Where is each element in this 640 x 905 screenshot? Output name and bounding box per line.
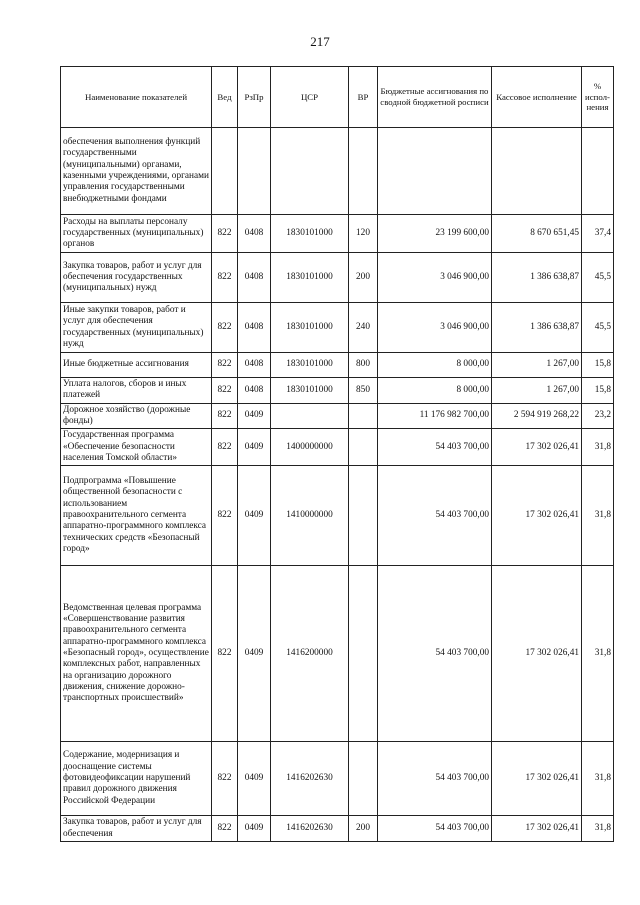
row-ved: 822 bbox=[212, 353, 238, 378]
row-plan: 8 000,00 bbox=[378, 378, 492, 404]
table-header-row bbox=[61, 67, 614, 128]
table-row bbox=[61, 816, 614, 842]
row-ved: 822 bbox=[212, 303, 238, 353]
row-plan: 54 403 700,00 bbox=[378, 566, 492, 742]
row-rzpr: 0409 bbox=[238, 742, 271, 816]
row-csr: 1830101000 bbox=[271, 353, 349, 378]
row-exec: 2 594 919 268,22 bbox=[492, 403, 582, 429]
row-vr: 120 bbox=[349, 215, 378, 253]
row-exec: 17 302 026,41 bbox=[492, 816, 582, 842]
row-exec: 17 302 026,41 bbox=[492, 429, 582, 466]
row-plan bbox=[378, 128, 492, 215]
header-rzpr: РзПр bbox=[238, 67, 271, 128]
row-vr: 200 bbox=[349, 816, 378, 842]
row-csr: 1830101000 bbox=[271, 378, 349, 404]
row-vr: 240 bbox=[349, 303, 378, 353]
header-cash-execution: Кассовое исполнение bbox=[492, 67, 582, 128]
row-csr bbox=[271, 128, 349, 215]
row-plan: 23 199 600,00 bbox=[378, 215, 492, 253]
table-row bbox=[61, 303, 614, 353]
row-ved: 822 bbox=[212, 429, 238, 466]
header-vr: ВР bbox=[349, 67, 378, 128]
row-rzpr: 0409 bbox=[238, 429, 271, 466]
row-name: Иные бюджетные ассигнования bbox=[61, 353, 212, 378]
row-pct: 31,8 bbox=[582, 742, 614, 816]
table-row bbox=[61, 128, 614, 215]
row-name: Государственная программа «Обеспечение безопасности населения Томской области» bbox=[61, 429, 212, 466]
row-exec: 1 267,00 bbox=[492, 378, 582, 404]
row-vr bbox=[349, 466, 378, 566]
row-name: Ведомственная целевая программа «Совершенствование развития правоохранительного сегмента аппаратно-программного комплекса «Безопасный город», осуществление комплексных работ, направленных на организацию дорожного движения, снижение дорожно-транспортных происшествий» bbox=[61, 566, 212, 742]
row-rzpr bbox=[238, 128, 271, 215]
row-rzpr: 0408 bbox=[238, 215, 271, 253]
row-pct bbox=[582, 128, 614, 215]
row-csr: 1830101000 bbox=[271, 303, 349, 353]
table-row bbox=[61, 466, 614, 566]
row-csr: 1830101000 bbox=[271, 253, 349, 303]
row-exec: 8 670 651,45 bbox=[492, 215, 582, 253]
row-plan: 11 176 982 700,00 bbox=[378, 403, 492, 429]
row-vr bbox=[349, 566, 378, 742]
row-pct: 15,8 bbox=[582, 378, 614, 404]
page-number: 217 bbox=[310, 34, 330, 49]
row-plan: 3 046 900,00 bbox=[378, 253, 492, 303]
row-ved: 822 bbox=[212, 566, 238, 742]
row-exec: 1 386 638,87 bbox=[492, 253, 582, 303]
row-vr: 800 bbox=[349, 353, 378, 378]
table-row bbox=[61, 403, 614, 429]
row-name: Закупка товаров, работ и услуг для обеспечения bbox=[61, 816, 212, 842]
row-pct: 15,8 bbox=[582, 353, 614, 378]
table-row bbox=[61, 353, 614, 378]
row-csr: 1416202630 bbox=[271, 816, 349, 842]
row-ved: 822 bbox=[212, 816, 238, 842]
header-budget-allocations: Бюджетные ассигнования по сводной бюджетной росписи bbox=[378, 67, 492, 128]
table-row bbox=[61, 429, 614, 466]
row-csr: 1400000000 bbox=[271, 429, 349, 466]
table-row bbox=[61, 566, 614, 742]
row-name: Закупка товаров, работ и услуг для обеспечения государственных (муниципальных) нужд bbox=[61, 253, 212, 303]
budget-execution-table bbox=[60, 66, 614, 842]
row-ved: 822 bbox=[212, 378, 238, 404]
row-ved: 822 bbox=[212, 466, 238, 566]
row-pct: 31,8 bbox=[582, 466, 614, 566]
row-ved bbox=[212, 128, 238, 215]
row-vr: 850 bbox=[349, 378, 378, 404]
row-pct: 45,5 bbox=[582, 253, 614, 303]
row-ved: 822 bbox=[212, 742, 238, 816]
row-pct: 37,4 bbox=[582, 215, 614, 253]
row-plan: 54 403 700,00 bbox=[378, 466, 492, 566]
row-plan: 54 403 700,00 bbox=[378, 816, 492, 842]
row-ved: 822 bbox=[212, 253, 238, 303]
row-exec: 17 302 026,41 bbox=[492, 742, 582, 816]
row-csr: 1830101000 bbox=[271, 215, 349, 253]
table-row bbox=[61, 253, 614, 303]
row-vr bbox=[349, 403, 378, 429]
row-csr bbox=[271, 403, 349, 429]
row-pct: 31,8 bbox=[582, 566, 614, 742]
row-rzpr: 0409 bbox=[238, 403, 271, 429]
row-ved: 822 bbox=[212, 403, 238, 429]
table-row bbox=[61, 742, 614, 816]
row-vr bbox=[349, 742, 378, 816]
table-row bbox=[61, 378, 614, 404]
row-exec: 17 302 026,41 bbox=[492, 566, 582, 742]
row-vr bbox=[349, 128, 378, 215]
row-rzpr: 0408 bbox=[238, 378, 271, 404]
row-plan: 54 403 700,00 bbox=[378, 429, 492, 466]
row-csr: 1410000000 bbox=[271, 466, 349, 566]
row-plan: 8 000,00 bbox=[378, 353, 492, 378]
row-csr: 1416202630 bbox=[271, 742, 349, 816]
row-name: Содержание, модернизация и дооснащение системы фотовидеофиксации нарушений правил дорожного движения Российской Федерации bbox=[61, 742, 212, 816]
row-rzpr: 0408 bbox=[238, 303, 271, 353]
row-name: Дорожное хозяйство (дорожные фонды) bbox=[61, 403, 212, 429]
row-pct: 23,2 bbox=[582, 403, 614, 429]
row-rzpr: 0408 bbox=[238, 353, 271, 378]
row-name: Уплата налогов, сборов и иных платежей bbox=[61, 378, 212, 404]
row-rzpr: 0408 bbox=[238, 253, 271, 303]
row-name: Подпрограмма «Повышение общественной безопасности с использованием правоохранительного сегмента аппаратно-программного комплекса технических средств «Безопасный город» bbox=[61, 466, 212, 566]
table-row bbox=[61, 215, 614, 253]
row-plan: 3 046 900,00 bbox=[378, 303, 492, 353]
row-exec: 17 302 026,41 bbox=[492, 466, 582, 566]
row-csr: 1416200000 bbox=[271, 566, 349, 742]
row-plan: 54 403 700,00 bbox=[378, 742, 492, 816]
row-exec bbox=[492, 128, 582, 215]
header-name: Наименование показателей bbox=[61, 67, 212, 128]
row-ved: 822 bbox=[212, 215, 238, 253]
row-name: обеспечения выполнения функций государственными (муниципальными) органами, казенными учреждениями, органами управления государственными внебюджетными фондами bbox=[61, 128, 212, 215]
row-exec: 1 386 638,87 bbox=[492, 303, 582, 353]
row-name: Иные закупки товаров, работ и услуг для обеспечения государственных (муниципальных) нужд bbox=[61, 303, 212, 353]
row-rzpr: 0409 bbox=[238, 566, 271, 742]
row-exec: 1 267,00 bbox=[492, 353, 582, 378]
row-name: Расходы на выплаты персоналу государственных (муниципальных) органов bbox=[61, 215, 212, 253]
row-pct: 45,5 bbox=[582, 303, 614, 353]
row-vr: 200 bbox=[349, 253, 378, 303]
row-vr bbox=[349, 429, 378, 466]
header-ved: Вед bbox=[212, 67, 238, 128]
header-csr: ЦСР bbox=[271, 67, 349, 128]
row-rzpr: 0409 bbox=[238, 816, 271, 842]
row-pct: 31,8 bbox=[582, 816, 614, 842]
row-pct: 31,8 bbox=[582, 429, 614, 466]
row-rzpr: 0409 bbox=[238, 466, 271, 566]
header-percent-execution: % испол-нения bbox=[582, 67, 614, 128]
